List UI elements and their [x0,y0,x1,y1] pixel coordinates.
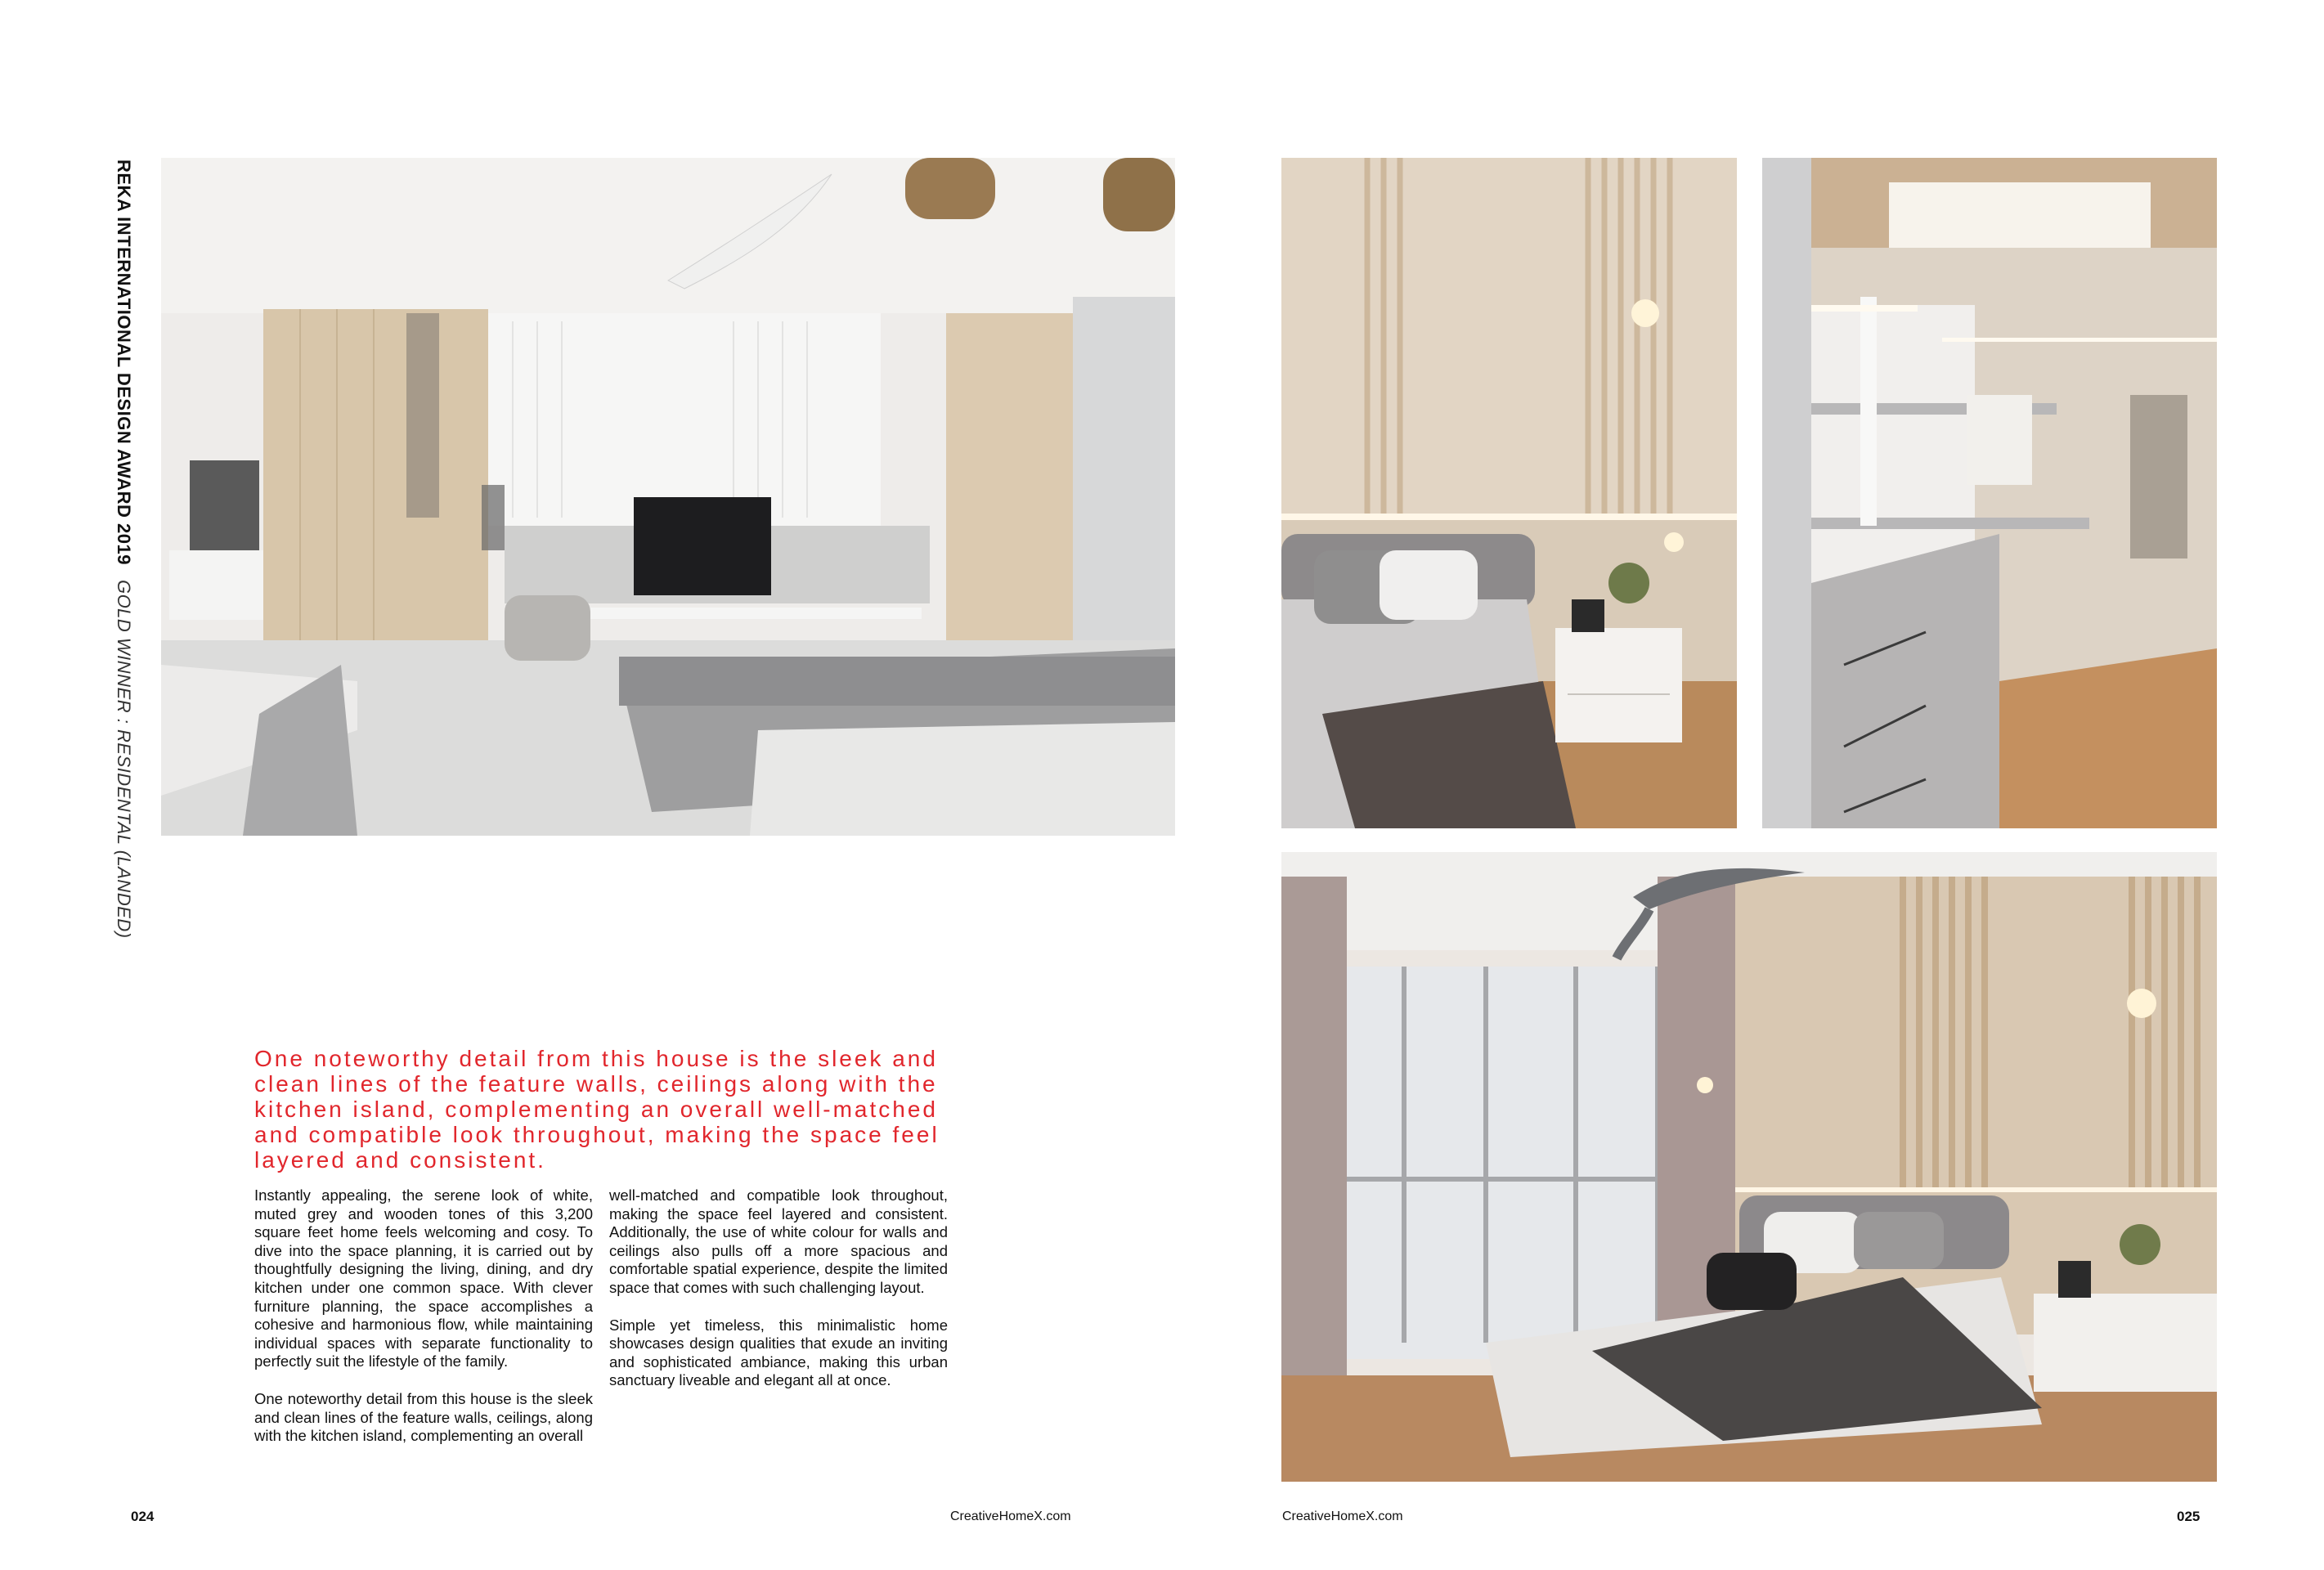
site-url-right: CreativeHomeX.com [1282,1509,1403,1523]
body-paragraph: well-matched and compatible look throughout, making the space feel layered and consistent. Additionally, the use of white colour for walls and ceilings also pulls off a more spacious and comfortable spatial experience, despite the limited space that comes with such challenging layout. [609,1186,948,1296]
master-bedroom-photo [1281,852,2217,1482]
site-url-left: CreativeHomeX.com [950,1509,1071,1523]
pull-quote: One noteworthy detail from this house is the sleek and clean lines of the feature walls, ceilings along with the kitchen island, complementing an overall well-matched and compatible look throughout, making the space feel layered and consistent. [254,1046,940,1173]
wardrobe-photo [1762,158,2217,828]
award-title: REKA INTERNATIONAL DESIGN AWARD 2019 [114,159,134,565]
body-column-right [609,1186,948,1409]
body-column-left [254,1186,593,1465]
page-number-left: 024 [131,1509,155,1524]
living-room-photo [161,158,1175,836]
body-paragraph: Instantly appealing, the serene look of white, muted grey and wooden tones of this 3,200 square feet home feels welcoming and cosy. To dive into the space planning, it is carried out by thoughtfully designing the living, dining, and dry kitchen under one common space. With clever furniture planning, the space accomplishes a cohesive and harmonious flow, while maintaining individual spaces with separate functionality to perfectly suit the lifestyle of the family. [254,1186,593,1370]
page-number-right: 025 [2177,1509,2201,1524]
award-side-label [101,159,134,977]
body-paragraph: Simple yet timeless, this minimalistic home showcases design qualities that exude an inviting and sophisticated ambiance, making this urban sanctuary liveable and elegant all at once. [609,1316,948,1389]
award-category: GOLD WINNER : RESIDENTAL (LANDED) [114,579,134,939]
bedroom-photo [1281,158,1737,828]
body-paragraph: One noteworthy detail from this house is the sleek and clean lines of the feature walls, ceilings, along with the kitchen island, complementing an overall [254,1389,593,1445]
